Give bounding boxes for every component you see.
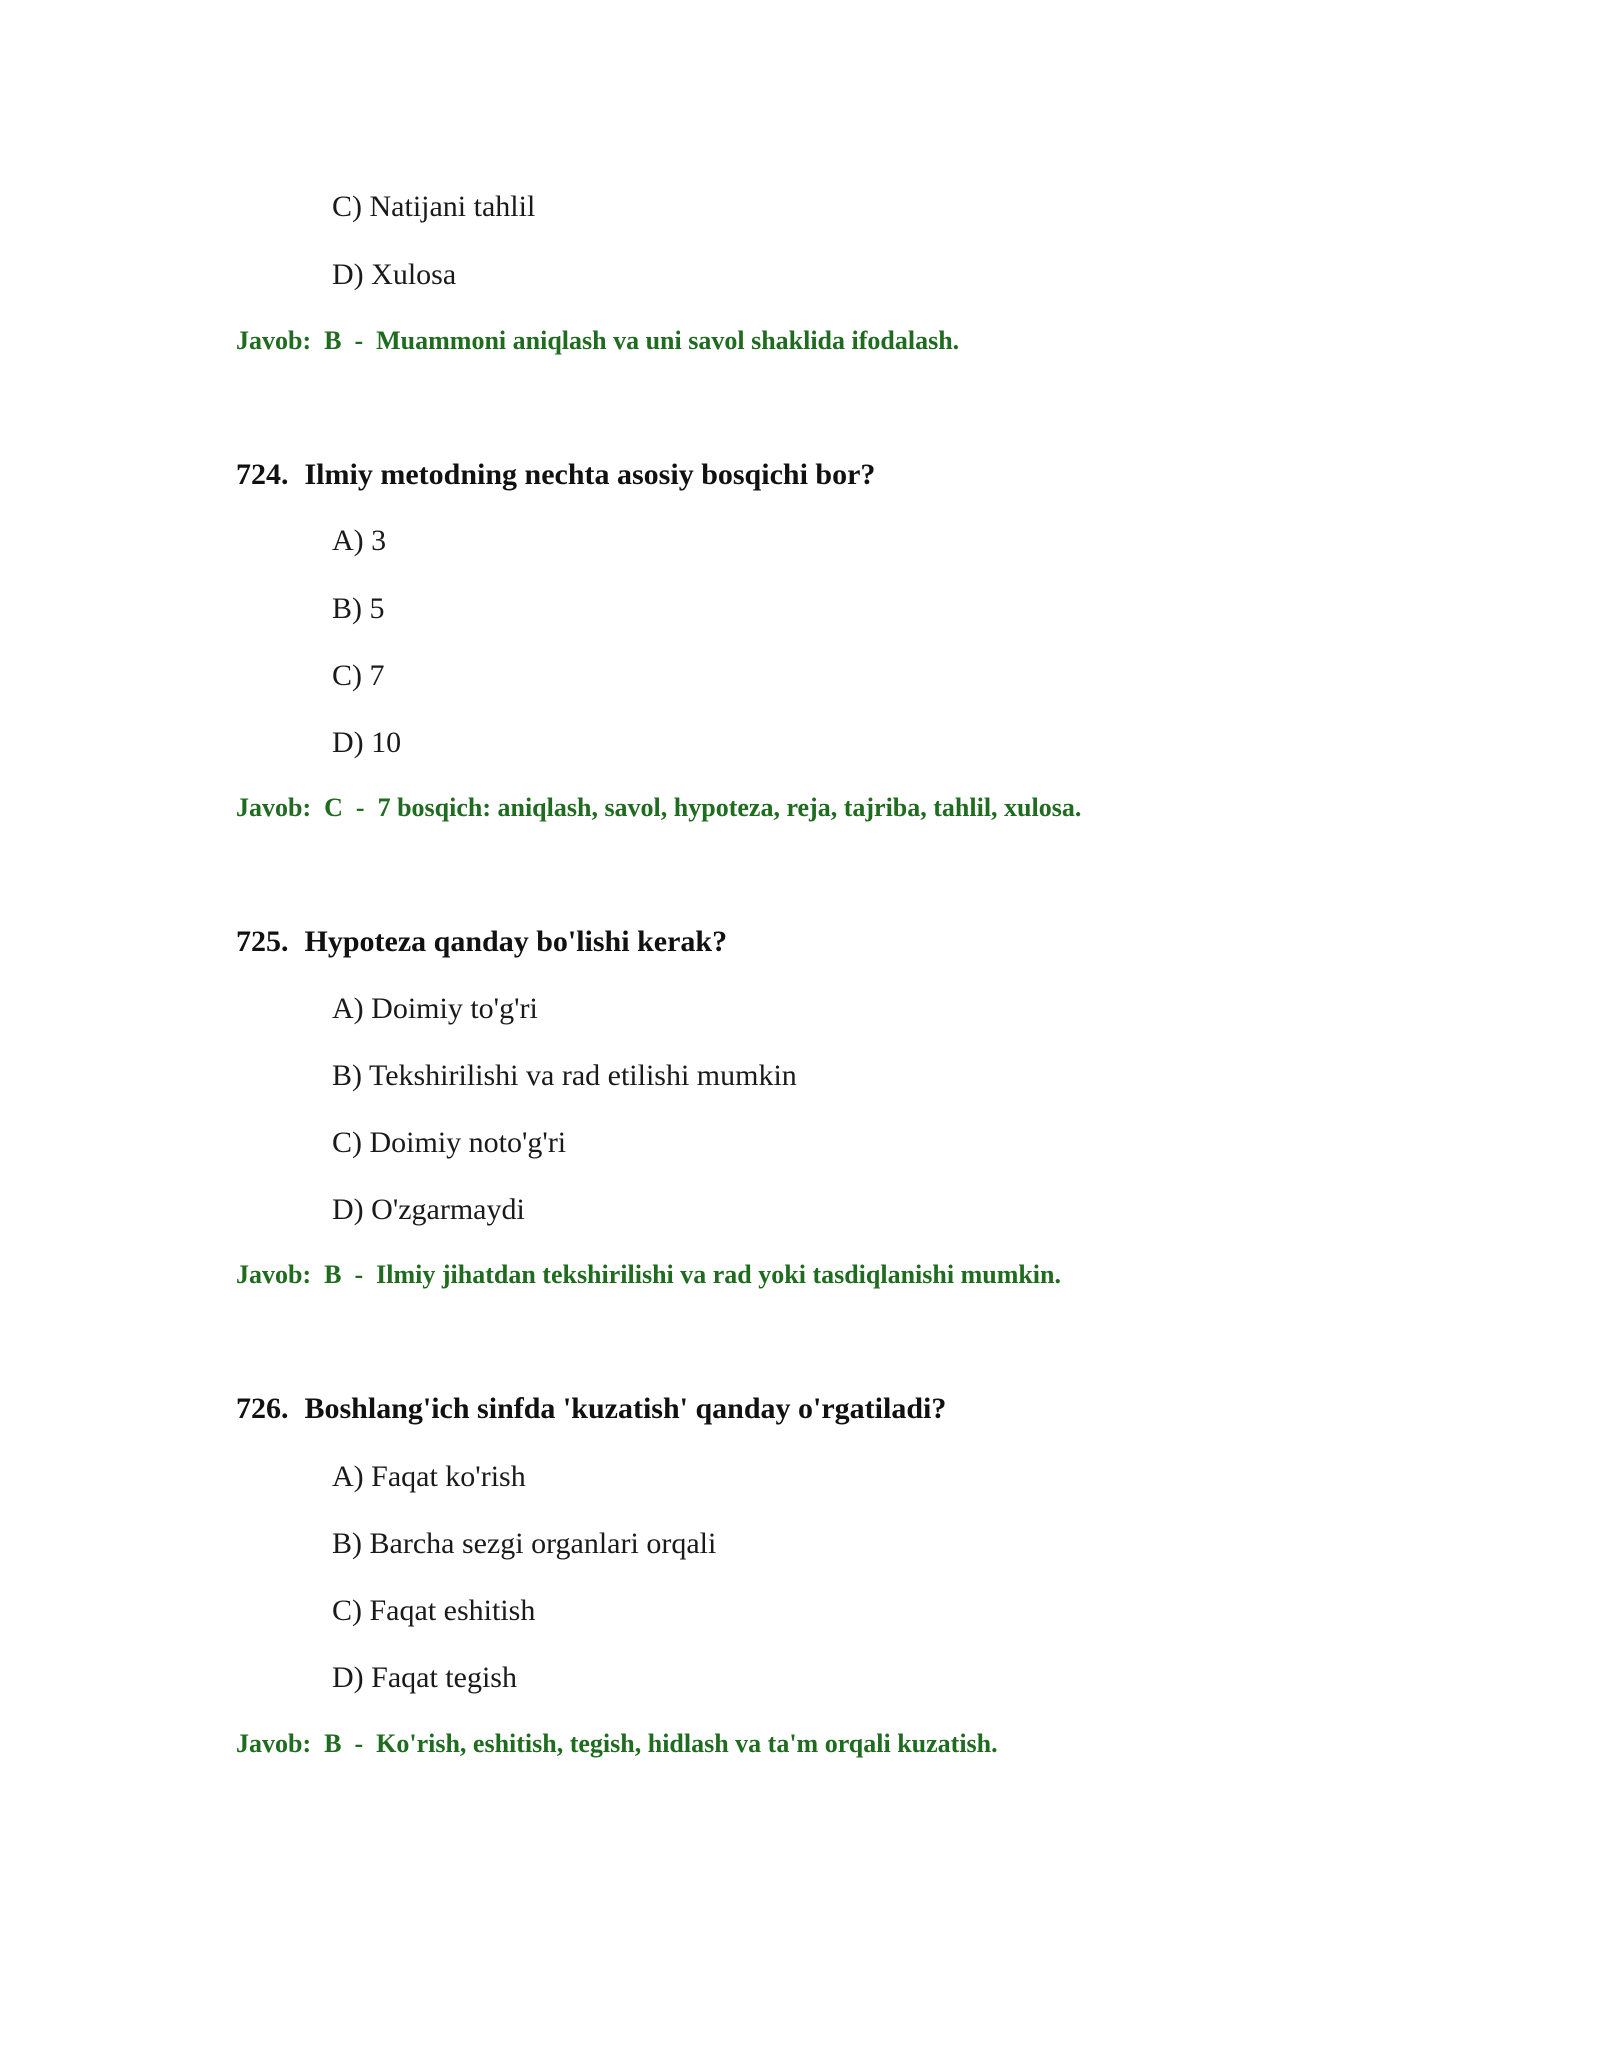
answer-label: Javob: [236, 793, 312, 822]
answer-dash: - [354, 326, 364, 355]
option-b: B) 5 [332, 592, 385, 625]
option-c: C) 7 [332, 659, 385, 692]
option-d: D) 10 [332, 726, 402, 759]
question-number: 725. [236, 925, 289, 958]
answer-dash: - [355, 793, 365, 822]
answer-explanation: Muammoni aniqlash va uni savol shaklida ifodalash. [376, 326, 960, 355]
answer-letter: B [324, 1260, 342, 1289]
option-b: B) Barcha sezgi organlari orqali [332, 1527, 717, 1560]
option-c: C) Doimiy noto'g'ri [332, 1126, 567, 1159]
option-c: C) Faqat eshitish [332, 1594, 536, 1627]
option-d: D) Faqat tegish [332, 1661, 517, 1694]
answer-dash: - [354, 1729, 364, 1758]
answer-label: Javob: [236, 1729, 312, 1758]
answer-line [236, 328, 959, 354]
question-725 [236, 927, 727, 957]
answer-line [236, 795, 1081, 821]
answer-line [236, 1731, 998, 1757]
question-726 [236, 1394, 946, 1424]
answer-dash: - [354, 1260, 364, 1289]
question-text: Ilmiy metodning nechta asosiy bosqichi bor? [304, 458, 876, 491]
answer-label: Javob: [236, 326, 312, 355]
answer-letter: B [324, 1729, 342, 1758]
option-c: C) Natijani tahlil [332, 190, 536, 223]
option-d: D) Xulosa [332, 258, 457, 291]
option-a: A) 3 [332, 524, 387, 557]
answer-line [236, 1262, 1061, 1288]
option-a: A) Faqat ko'rish [332, 1460, 526, 1493]
answer-explanation: 7 bosqich: aniqlash, savol, hypoteza, reja, tajriba, tahlil, xulosa. [377, 793, 1082, 822]
question-text: Boshlang'ich sinfda 'kuzatish' qanday o'rgatiladi? [304, 1392, 947, 1425]
question-number: 726. [236, 1392, 289, 1425]
question-text: Hypoteza qanday bo'lishi kerak? [304, 925, 728, 958]
answer-explanation: Ko'rish, eshitish, tegish, hidlash va ta'm orqali kuzatish. [376, 1729, 998, 1758]
answer-letter: C [324, 793, 343, 822]
question-724 [236, 460, 875, 490]
answer-label: Javob: [236, 1260, 312, 1289]
option-a: A) Doimiy to'g'ri [332, 992, 538, 1025]
answer-explanation: Ilmiy jihatdan tekshirilishi va rad yoki tasdiqlanishi mumkin. [376, 1260, 1061, 1289]
option-b: B) Tekshirilishi va rad etilishi mumkin [332, 1059, 797, 1092]
answer-letter: B [324, 326, 342, 355]
question-number: 724. [236, 458, 289, 491]
option-d: D) O'zgarmaydi [332, 1193, 525, 1226]
